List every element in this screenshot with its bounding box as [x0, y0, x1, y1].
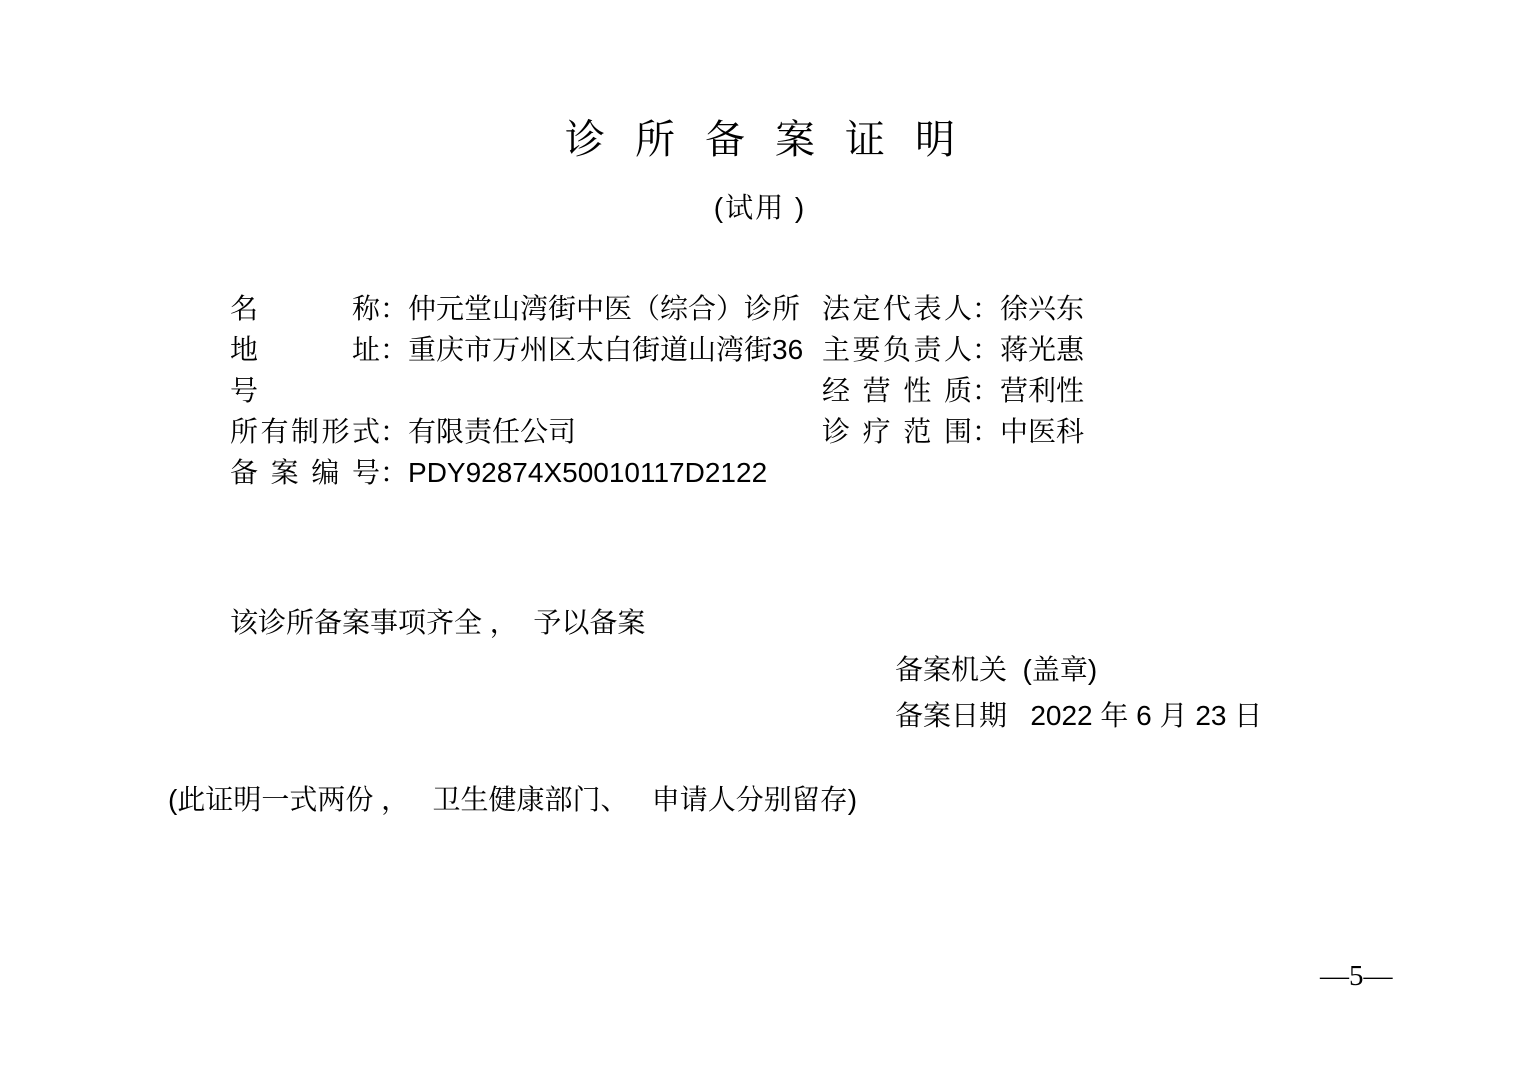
field-label: 诊疗范围	[822, 416, 972, 447]
field-row	[230, 370, 1460, 411]
field-label: 备案编号	[230, 457, 380, 488]
field-value: 号	[230, 375, 259, 406]
field-row	[230, 411, 1460, 452]
copies-footnote: (此证明一式两份 ， 卫生健康部门、 申请人分别留存)	[168, 784, 858, 815]
field-row	[230, 452, 1460, 493]
approval-statement: 该诊所备案事项齐全 ， 予以备案	[230, 607, 646, 638]
field-colon: ：	[380, 334, 409, 365]
field-label: 主要负责人	[822, 334, 972, 365]
field-value: 徐兴东	[1000, 293, 1085, 324]
field-address-overflow	[230, 370, 822, 411]
field-label: 地址	[230, 334, 380, 365]
document-title: 诊所备案证明	[565, 118, 985, 162]
filing-authority-line: 备案机关 (盖章)	[895, 654, 1098, 685]
field-label: 经营性质	[822, 375, 972, 406]
field-colon: ：	[972, 375, 1001, 406]
field-row	[230, 288, 1460, 329]
field-colon: ：	[380, 457, 409, 488]
field-empty	[822, 452, 1460, 493]
field-value: 中医科	[1000, 416, 1085, 447]
field-label: 法定代表人	[822, 293, 972, 324]
field-value: 有限责任公司	[408, 416, 577, 447]
field-legal-representative	[822, 288, 1460, 329]
field-value: 仲元堂山湾街中医（综合）诊所	[408, 293, 801, 324]
field-value: 重庆市万州区太白街道山湾街36	[408, 334, 804, 365]
field-treatment-scope	[822, 411, 1460, 452]
field-clinic-name	[230, 288, 822, 329]
field-principal	[822, 329, 1460, 370]
field-business-nature	[822, 370, 1460, 411]
field-clinic-address	[230, 329, 822, 370]
field-label: 名称	[230, 293, 380, 324]
field-value: 蒋光惠	[1000, 334, 1085, 365]
field-colon: ：	[972, 416, 1001, 447]
registration-fields	[230, 288, 1460, 493]
page-number: —5—	[1320, 960, 1393, 992]
field-colon: ：	[380, 416, 409, 447]
field-colon: ：	[972, 293, 1001, 324]
filing-date-line: 备案日期 2022 年 6 月 23 日	[895, 700, 1263, 731]
field-row	[230, 329, 1460, 370]
field-colon: ：	[380, 293, 409, 324]
field-colon: ：	[972, 334, 1001, 365]
field-value: PDY92874X50010117D2122	[408, 457, 768, 488]
field-registration-number	[230, 452, 822, 493]
document-subtitle: (试用 )	[713, 192, 807, 223]
field-value: 营利性	[1000, 375, 1085, 406]
field-label: 所有制形式	[230, 416, 380, 447]
field-ownership-type	[230, 411, 822, 452]
